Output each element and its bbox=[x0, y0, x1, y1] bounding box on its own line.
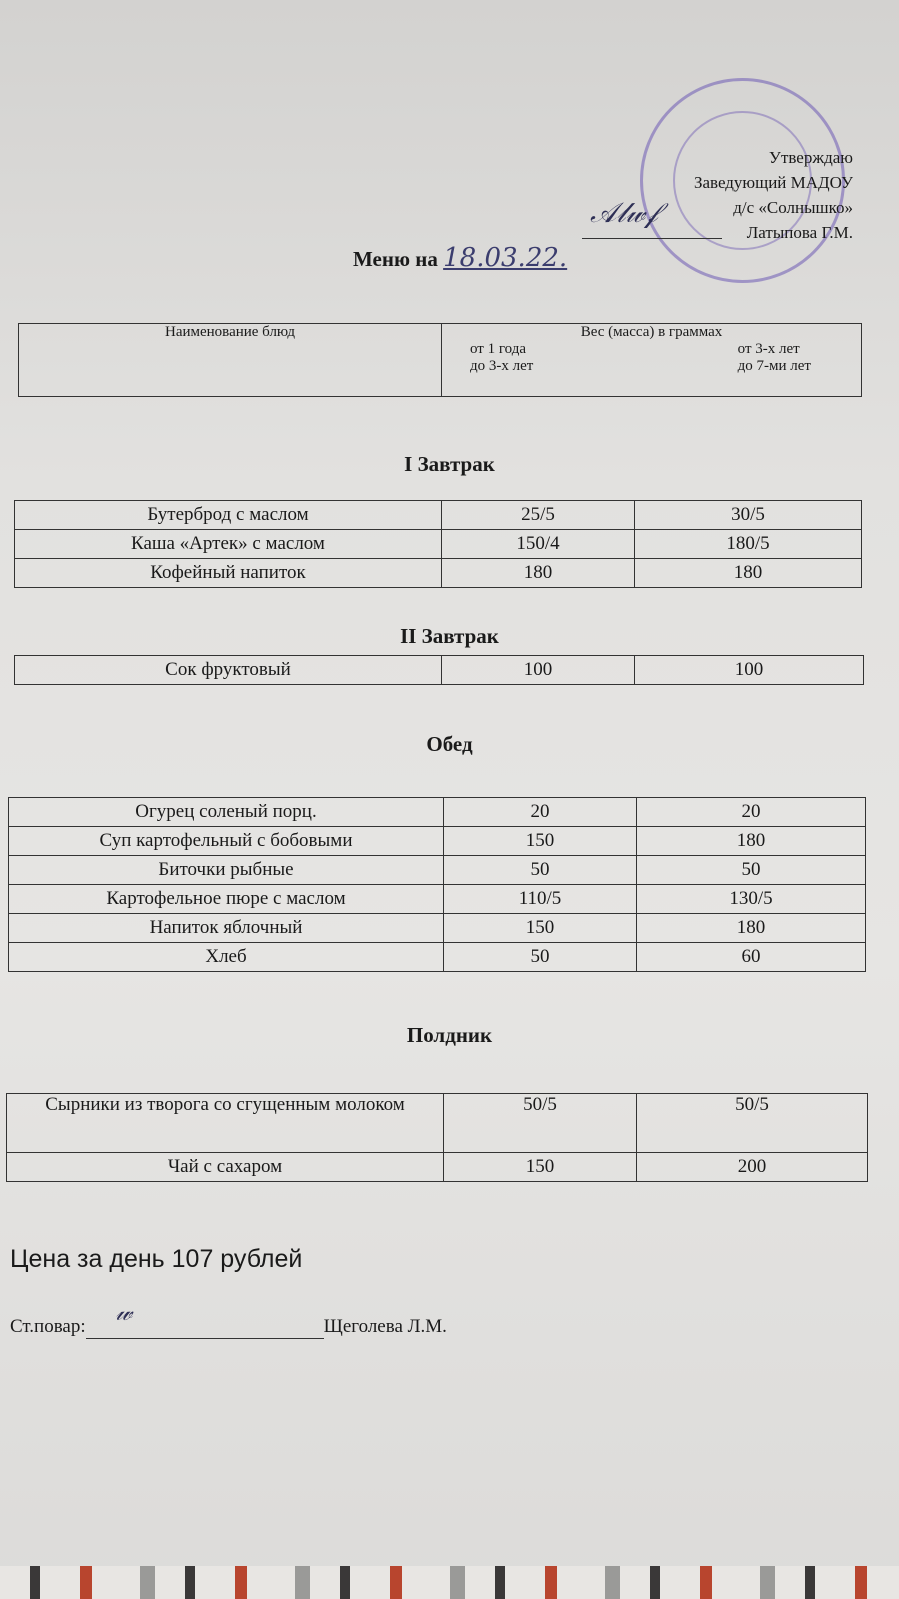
section-title: II Завтрак bbox=[400, 624, 499, 648]
background-floor bbox=[0, 1566, 899, 1599]
weight-3-7-years: 50/5 bbox=[637, 1094, 868, 1153]
approval-line: Утверждаю bbox=[768, 148, 853, 167]
table-row bbox=[9, 856, 866, 885]
weight-1-3-years: 100 bbox=[442, 656, 635, 685]
section-title: Полдник bbox=[406, 1023, 493, 1047]
weight-3-7-years: 20 bbox=[637, 798, 866, 827]
weight-3-7-years: 180 bbox=[637, 914, 866, 943]
dish-name: Кофейный напиток bbox=[15, 559, 442, 588]
weight-1-3-years: 20 bbox=[444, 798, 637, 827]
header-weight bbox=[442, 324, 862, 397]
weight-3-7-years: 50 bbox=[637, 856, 866, 885]
weight-3-7-years: 100 bbox=[635, 656, 864, 685]
weight-3-7-years: 60 bbox=[637, 943, 866, 972]
daily-price: Цена за день 107 рублей bbox=[10, 1245, 303, 1273]
weight-1-3-years: 150 bbox=[444, 914, 637, 943]
cook-signature: 𝓌 bbox=[115, 1298, 133, 1326]
table-row bbox=[9, 943, 866, 972]
snack-table bbox=[6, 1093, 868, 1182]
approval-line: д/с «Солнышко» bbox=[733, 198, 853, 217]
cook-name: Щеголева Л.М. bbox=[323, 1316, 447, 1337]
weight-1-3-years: 150 bbox=[444, 1153, 637, 1182]
second-breakfast-table bbox=[14, 655, 864, 685]
dish-name: Биточки рыбные bbox=[9, 856, 444, 885]
lunch-table bbox=[8, 797, 866, 972]
weight-3-7-years: 180/5 bbox=[635, 530, 862, 559]
weight-1-3-years: 50 bbox=[444, 856, 637, 885]
weight-1-3-years: 180 bbox=[442, 559, 635, 588]
weight-3-7-years: 30/5 bbox=[635, 501, 862, 530]
weight-1-3-years: 110/5 bbox=[444, 885, 637, 914]
approval-line: Заведующий МАДОУ bbox=[693, 173, 853, 192]
table-row bbox=[9, 914, 866, 943]
dish-name: Суп картофельный с бобовыми bbox=[9, 827, 444, 856]
cook-signature-line bbox=[10, 1298, 447, 1339]
age-group-2: до 7-ми лет bbox=[737, 358, 811, 374]
header-dish-name: Наименование блюд bbox=[19, 324, 442, 397]
age-group-1: до 3-х лет bbox=[470, 358, 534, 374]
weight-title: Вес (масса) в граммах bbox=[580, 324, 723, 340]
weight-1-3-years: 25/5 bbox=[442, 501, 635, 530]
menu-date: 18.03.22. bbox=[443, 243, 568, 273]
table-row bbox=[15, 656, 864, 685]
title-label: Меню на bbox=[353, 247, 438, 271]
dish-name: Бутерброд с маслом bbox=[15, 501, 442, 530]
weight-3-7-years: 200 bbox=[637, 1153, 868, 1182]
weight-3-7-years: 130/5 bbox=[637, 885, 866, 914]
page-title bbox=[353, 243, 567, 273]
approval-line: Латыпова Г.М. bbox=[746, 223, 853, 242]
dish-name: Сок фруктовый bbox=[15, 656, 442, 685]
weight-3-7-years: 180 bbox=[635, 559, 862, 588]
weight-1-3-years: 50/5 bbox=[444, 1094, 637, 1153]
table-row bbox=[9, 798, 866, 827]
table-row bbox=[7, 1094, 868, 1153]
dish-name: Каша «Артек» с маслом bbox=[15, 530, 442, 559]
approval-block bbox=[694, 145, 853, 245]
cook-label: Ст.повар: bbox=[10, 1316, 86, 1337]
section-title: Обед bbox=[426, 732, 473, 756]
age-group-2: от 3-х лет bbox=[737, 341, 800, 357]
table-row bbox=[15, 501, 862, 530]
breakfast-table bbox=[14, 500, 862, 588]
weight-3-7-years: 180 bbox=[637, 827, 866, 856]
dish-name: Сырники из творога со сгущенным молоком bbox=[7, 1094, 444, 1153]
weight-1-3-years: 50 bbox=[444, 943, 637, 972]
signature-line bbox=[582, 238, 722, 239]
age-group-1: от 1 года bbox=[470, 341, 526, 357]
section-title: I Завтрак bbox=[404, 452, 495, 476]
table-row bbox=[9, 827, 866, 856]
header-table bbox=[18, 323, 862, 397]
dish-name: Огурец соленый порц. bbox=[9, 798, 444, 827]
table-row bbox=[9, 885, 866, 914]
dish-name: Хлеб bbox=[9, 943, 444, 972]
dish-name: Чай с сахаром bbox=[7, 1153, 444, 1182]
table-row bbox=[15, 559, 862, 588]
dish-name: Картофельное пюре с маслом bbox=[9, 885, 444, 914]
table-row bbox=[15, 530, 862, 559]
dish-name: Напиток яблочный bbox=[9, 914, 444, 943]
table-row bbox=[7, 1153, 868, 1182]
director-signature: 𝒜𝓁𝓌𝒻 bbox=[590, 196, 658, 229]
weight-1-3-years: 150 bbox=[444, 827, 637, 856]
weight-1-3-years: 150/4 bbox=[442, 530, 635, 559]
